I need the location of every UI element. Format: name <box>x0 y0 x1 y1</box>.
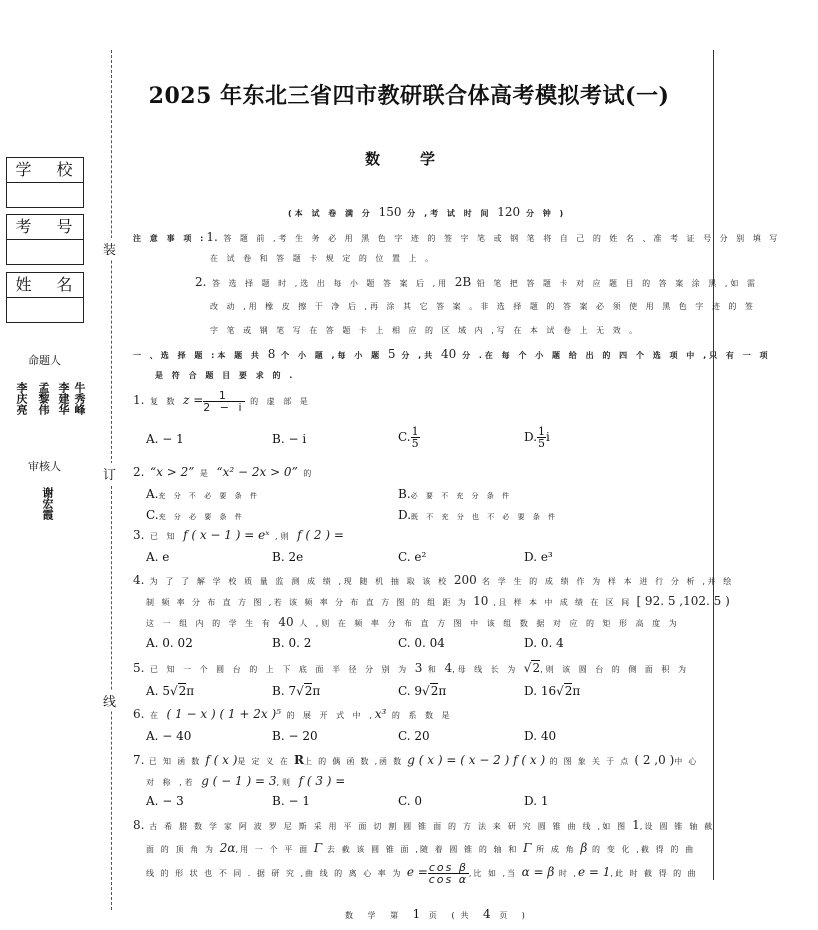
section-text: 一 、选 择 题 :本 题 共 <box>133 351 262 360</box>
q2-option-d[interactable] <box>398 508 558 522</box>
option-pi: π <box>186 684 195 698</box>
proposer-name: 孟黎伟 <box>37 382 50 415</box>
question-text: 古 希 腊 数 学 家 阿 波 罗 尼 斯 采 用 平 面 切 割 圆 锥 面 的 方 法 来 研 究 圆 锥 曲 线 ,如 图 <box>149 822 628 831</box>
q6-option-b[interactable]: B. − 20 <box>272 729 318 743</box>
question-number: 5. <box>133 661 145 675</box>
section-text: 个 小 题 ,每 小 题 <box>281 351 383 360</box>
exam-info-text: (本 试 卷 满 分 <box>288 209 373 218</box>
question-number: 1. <box>133 393 145 407</box>
question-text: 的 展 开 式 中 , <box>286 711 375 720</box>
footer-text: 页 ) <box>499 911 531 920</box>
option-text: 既 不 充 分 也 不 必 要 条 件 <box>411 513 559 521</box>
note-2-cont: 改 动 ,用 橡 皮 擦 干 净 后 ,再 涂 其 它 答 案 。非 选 择 题 的 答 案 必 须 使 用 黑 色 字 迹 的 签 <box>210 302 756 311</box>
page-footer <box>345 907 531 921</box>
note-2-cont: 字 笔 或 钢 笔 写 在 答 题 卡 上 相 应 的 区 域 内 ,写 在 本 试 卷 上 无 效 。 <box>210 326 641 335</box>
option-letter: C. <box>398 430 411 444</box>
question-text: ,则 <box>276 778 294 787</box>
q7-option-d[interactable]: D. 1 <box>524 794 549 808</box>
q7-option-a[interactable]: A. − 3 <box>146 794 184 808</box>
question-number: 2. <box>133 465 145 479</box>
option-text: 充 分 必 要 条 件 <box>158 513 245 521</box>
option-suffix: i <box>546 430 550 444</box>
question-text: 在 <box>150 711 161 720</box>
proposer-name: 李庆亮 <box>15 382 28 415</box>
question-number-value: 10 <box>473 594 489 608</box>
question-text: 面 的 顶 角 为 <box>146 845 216 854</box>
q3-stem <box>133 528 344 542</box>
q4-option-d[interactable]: D. 0. 4 <box>524 636 564 650</box>
math-expr: f ( 2 ) = <box>297 528 344 542</box>
math-expr: Γ <box>523 841 532 855</box>
question-text: 线 的 形 状 也 不 同 . 据 研 究 ,曲 线 的 离 心 率 为 <box>146 869 403 878</box>
binding-mark-xian: 线 <box>103 690 116 711</box>
option-letter: D. <box>524 430 538 444</box>
note-text: 铅 笔 把 答 题 卡 对 应 题 目 的 答 案 涂 黑 ,如 需 <box>476 279 758 288</box>
question-text: 的 虚 部 是 <box>250 397 311 406</box>
section-1-header-cont: 是 符 合 题 目 要 求 的 . <box>155 371 296 380</box>
question-number: 7. <box>133 753 145 767</box>
exam-info-score: 150 <box>378 205 402 219</box>
binding-mark-ding: 订 <box>103 463 116 484</box>
frac-num: 1 <box>411 425 419 438</box>
option-pi: π <box>438 684 447 698</box>
option-letter: D. <box>398 508 412 522</box>
figure-number: 1 <box>632 818 640 832</box>
option-letter: C. <box>398 684 411 698</box>
section-text: 分 ,共 <box>401 351 436 360</box>
q4-stem-line3 <box>146 615 680 629</box>
option-pi: π <box>572 684 581 698</box>
question-number-value: 3 <box>414 661 423 675</box>
q2-option-b[interactable] <box>398 487 512 501</box>
math-expr: f ( 3 ) = <box>298 774 346 788</box>
subject-char: 数 <box>365 150 381 168</box>
math-expr: “x² − 2x > 0” <box>216 465 298 479</box>
q4-stem-line1 <box>133 573 734 587</box>
option-letter: A. <box>146 684 159 698</box>
option-letter: A. <box>146 487 159 501</box>
name-field[interactable] <box>7 298 83 322</box>
frac-den: 5 <box>538 437 546 450</box>
q4-option-c[interactable]: C. 0. 04 <box>398 636 445 650</box>
section-text: 分 .在 每 个 小 题 给 出 的 四 个 选 项 中 ,只 有 一 项 <box>462 351 771 360</box>
q5-option-d[interactable]: D. 16√2π <box>524 684 581 698</box>
page-total: 4 <box>483 907 491 921</box>
note-text: 答 题 前 ,考 生 务 必 用 黑 色 字 迹 的 签 字 笔 或 钢 笔 将 自 己 的 姓 名 、准 考 证 号 分 别 填 写 <box>223 234 781 243</box>
frac-num: 1 <box>538 425 546 438</box>
notes-heading: 注 意 事 项 : <box>133 234 207 243</box>
sqrt-value: 2 <box>532 661 541 675</box>
footer-text: 数 学 第 <box>345 911 405 920</box>
exam-info <box>288 205 566 219</box>
question-text: ,且 样 本 中 成 绩 在 区 间 <box>493 598 632 607</box>
reviewers-heading: 审核人 <box>28 460 61 473</box>
question-text: ,母 线 长 为 <box>452 665 519 674</box>
math-expr: ( 1 − x ) ( 1 + 2x )⁵ <box>166 707 281 721</box>
option-text: 必 要 不 充 分 条 件 <box>410 492 512 500</box>
note-1-cont: 在 试 卷 和 答 题 卡 规 定 的 位 置 上 。 <box>210 254 437 263</box>
question-text: 是 定 义 在 <box>237 757 290 766</box>
q6-option-a[interactable]: A. − 40 <box>146 729 192 743</box>
question-text: ,设 圆 锥 轴 截 <box>639 822 715 831</box>
q7-option-b[interactable]: B. − 1 <box>272 794 310 808</box>
q4-option-a[interactable]: A. 0. 02 <box>146 636 193 650</box>
question-text: ,则 <box>275 532 292 541</box>
question-number-value: 4 <box>444 661 453 675</box>
q7-stem-line1 <box>133 753 698 767</box>
question-text: ,用 一 个 平 面 <box>235 845 310 854</box>
math-expr: g ( x ) = ( x − 2 ) f ( x ) <box>407 753 546 767</box>
math-expr: e = 1 <box>577 865 611 879</box>
option-pi: π <box>312 684 321 698</box>
section-each: 5 <box>387 347 396 361</box>
question-text: 所 成 角 <box>536 845 576 854</box>
q7-option-c[interactable]: C. 0 <box>398 794 423 808</box>
question-text: 的 变 化 ,截 得 的 曲 <box>592 845 696 854</box>
q1-option-b[interactable]: B. − i <box>272 432 307 446</box>
option-letter: B. <box>398 487 411 501</box>
name-box <box>6 272 84 323</box>
note-1 <box>133 230 780 244</box>
question-text: 上 的 偶 函 数 ,函 数 <box>303 757 403 766</box>
q4-stem-line2 <box>146 594 730 608</box>
note-text: 答 选 择 题 时 ,选 出 每 小 题 答 案 后 ,用 <box>212 279 450 288</box>
fraction <box>411 426 420 449</box>
option-coef: 7 <box>288 684 297 698</box>
math-expr: β <box>580 841 588 855</box>
math-expr: [ 92. 5 ,102. 5 ) <box>636 594 730 608</box>
q1-option-d[interactable] <box>524 426 550 449</box>
exam-title: 2025 年东北三省四市教研联合体高考模拟考试(一) <box>148 83 670 109</box>
question-text: 制 频 率 分 布 直 方 图 ,若 该 频 率 分 布 直 方 图 的 组 距 为 <box>146 598 469 607</box>
section-count: 8 <box>267 347 276 361</box>
option-coef: 9 <box>414 684 423 698</box>
sqrt-value: 2 <box>178 684 187 698</box>
math-expr: g ( − 1 ) = 3 <box>201 774 277 788</box>
subject-title <box>365 148 475 169</box>
q5-option-a[interactable]: A. 5√2π <box>146 684 195 698</box>
question-number: 8. <box>133 818 145 832</box>
q6-stem <box>133 707 453 721</box>
proposer-name: 李建华 <box>57 382 70 415</box>
option-text: 充 分 不 必 要 条 件 <box>158 492 260 500</box>
math-expr: e = <box>406 865 428 879</box>
section-1-header <box>133 347 771 361</box>
note-text: 2B <box>454 275 472 289</box>
section-total: 40 <box>440 347 457 361</box>
q3-option-c[interactable]: C. e² <box>398 550 427 564</box>
fraction <box>428 862 469 885</box>
option-coef: 5 <box>162 684 170 698</box>
q8-stem-line2 <box>146 841 695 855</box>
math-expr: Γ <box>313 841 323 855</box>
question-text: ,则 该 圆 台 的 侧 面 积 为 <box>540 665 689 674</box>
math-expr: α = β <box>521 865 555 879</box>
frac-den: 2 − i <box>203 401 245 414</box>
question-text: 为 了 了 解 学 校 质 量 监 测 成 绩 ,现 随 机 抽 取 该 校 <box>149 577 449 586</box>
q4-option-b[interactable]: B. 0. 2 <box>272 636 312 650</box>
question-number-value: 200 <box>453 573 477 587</box>
proposers-heading: 命题人 <box>28 354 61 367</box>
exam-number-label: 考 号 <box>7 215 83 240</box>
proposer-name: 牛秀峰 <box>73 382 86 415</box>
question-text: 已 知 <box>150 532 178 541</box>
option-letter: D. <box>524 684 538 698</box>
fraction <box>537 426 546 449</box>
math-expr: R <box>293 753 304 767</box>
exam-number-box <box>6 214 84 265</box>
math-expr: f ( x − 1 ) = eˣ <box>183 528 270 542</box>
math-expr: x³ <box>374 707 387 721</box>
question-text: 和 <box>427 665 439 674</box>
frac-den: 5 <box>411 437 419 450</box>
q2-option-c[interactable] <box>146 508 245 522</box>
q8-stem-line3 <box>146 862 698 885</box>
question-text: 的 系 数 是 <box>391 711 453 720</box>
exam-info-text: 分 ,考 试 时 间 <box>407 209 492 218</box>
question-number-value: 40 <box>278 615 294 629</box>
page-number: 1 <box>412 907 421 921</box>
option-letter: C. <box>146 508 159 522</box>
right-margin-line <box>713 50 714 880</box>
frac-den: cos α <box>428 873 468 886</box>
question-text: 是 <box>199 469 211 478</box>
question-text: 时 , <box>558 869 578 878</box>
school-field[interactable] <box>7 183 83 207</box>
q1-option-c[interactable] <box>398 426 420 449</box>
question-text: 名 学 生 的 成 绩 作 为 样 本 进 行 分 析 ,并 绘 <box>481 577 734 586</box>
math-expr: f ( x ) <box>205 753 238 767</box>
math-expr: “x > 2” <box>150 465 195 479</box>
option-letter: B. <box>272 684 285 698</box>
q5-option-b[interactable]: B. 7√2π <box>272 684 321 698</box>
sqrt-value: 2 <box>430 684 439 698</box>
question-text: 已 知 一 个 圆 台 的 上 下 底 面 半 径 分 别 为 <box>150 665 410 674</box>
question-text: 这 一 组 内 的 学 生 有 <box>146 619 273 628</box>
school-box <box>6 157 84 208</box>
question-text: 去 截 该 圆 锥 面 ,随 着 圆 锥 的 轴 和 <box>326 845 519 854</box>
option-coef: 16 <box>540 684 557 698</box>
question-text: 复 数 <box>150 397 178 406</box>
q8-stem-line1 <box>133 818 714 832</box>
q6-option-d[interactable]: D. 40 <box>524 729 557 743</box>
q3-option-d[interactable]: D. e³ <box>524 550 553 564</box>
frac-num: 1 <box>203 390 244 402</box>
question-number: 3. <box>133 528 145 542</box>
exam-number-field[interactable] <box>7 240 83 264</box>
q6-option-c[interactable]: C. 20 <box>398 729 430 743</box>
math-expr: ( 2 ,0 ) <box>634 753 675 767</box>
q5-option-c[interactable]: C. 9√2π <box>398 684 447 698</box>
frac-num: cos β <box>428 861 468 874</box>
question-text: ,此 时 截 得 的 曲 <box>610 869 698 878</box>
subject-char: 学 <box>420 150 436 168</box>
exam-info-text: 分 钟 ) <box>525 209 567 218</box>
sqrt-value: 2 <box>304 684 313 698</box>
q7-stem-line2 <box>146 774 345 788</box>
note-number: 1. <box>206 230 218 244</box>
sqrt-value: 2 <box>564 684 573 698</box>
q5-stem: 5. 已 知 一 个 圆 台 的 上 下 底 面 半 径 分 别 为 3 和 4,母 线 长 为 √2,则 该 圆 台 的 侧 面 积 为 <box>133 661 689 675</box>
footer-text: 页 (共 <box>428 911 475 920</box>
question-text: 已 知 函 数 <box>148 757 202 766</box>
note-2 <box>195 275 758 289</box>
q3-option-a[interactable]: A. e <box>146 550 170 564</box>
note-number: 2. <box>195 275 207 289</box>
question-text: 的 <box>303 469 315 478</box>
q1-stem <box>133 390 311 413</box>
question-text: 中 心 <box>674 757 699 766</box>
exam-info-time: 120 <box>497 205 521 219</box>
math-expr: z = <box>183 393 204 407</box>
q2-stem <box>133 465 314 479</box>
q3-option-b[interactable]: B. 2e <box>272 550 304 564</box>
school-label: 学 校 <box>7 158 83 183</box>
question-text: 人 ,则 在 频 率 分 布 直 方 图 中 该 组 数 据 对 应 的 矩 形 高 度 为 <box>299 619 680 628</box>
question-text: 对 称 ,若 <box>146 778 196 787</box>
question-text: ,比 如 ,当 <box>468 869 518 878</box>
question-number: 6. <box>133 707 145 721</box>
question-number: 4. <box>133 573 145 587</box>
question-text: 的 图 象 关 于 点 <box>549 757 631 766</box>
binding-mark-zhuang: 装 <box>103 238 116 259</box>
q2-option-a[interactable] <box>146 487 260 501</box>
math-expr: 2α <box>219 841 236 855</box>
reviewer-name: 谢宏霞 <box>41 487 54 520</box>
q1-option-a[interactable]: A. − 1 <box>146 432 184 446</box>
name-label: 姓 名 <box>7 273 83 298</box>
fraction <box>203 390 244 413</box>
